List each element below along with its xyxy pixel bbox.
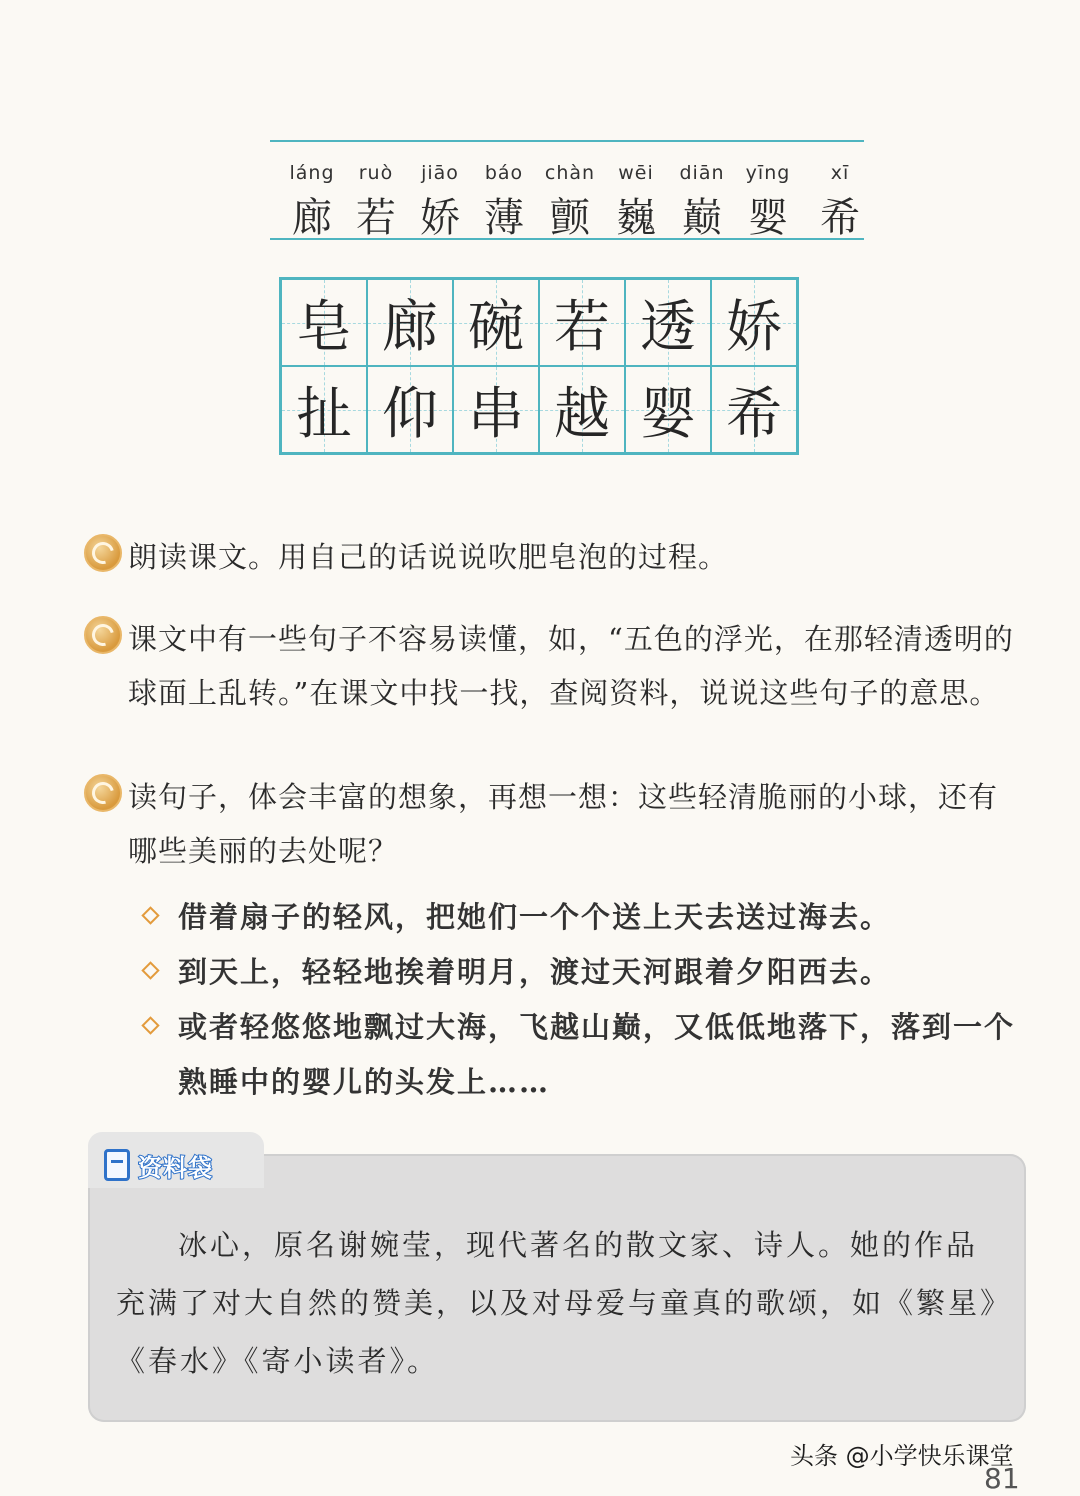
example-text: 或者轻悠悠地飘过大海，飞越山巅，又低低地落下，落到一个熟睡中的婴儿的头发上……: [178, 1010, 1016, 1099]
grid-char: 透: [640, 294, 696, 360]
vocab-item: [472, 142, 536, 243]
grid-char: 皂: [296, 294, 352, 360]
exercise-swirl-icon: [84, 774, 122, 812]
exercise-item: [84, 530, 1014, 584]
pinyin: báo: [484, 162, 524, 184]
exercise-text: 朗读课文。用自己的话说说吹肥皂泡的过程。: [128, 540, 729, 574]
pinyin: chàn: [544, 162, 596, 184]
pinyin: jiāo: [421, 162, 459, 184]
writing-grid: [279, 277, 799, 455]
pinyin: yīng: [745, 162, 791, 184]
info-box-label: [104, 1144, 213, 1186]
grid-char: 扯: [296, 381, 352, 447]
pinyin: xī: [830, 162, 850, 184]
grid-char: 串: [468, 381, 524, 447]
grid-cell: [625, 366, 711, 453]
vocab-item: [538, 142, 602, 243]
hanzi: 廊: [292, 195, 332, 241]
hanzi: 希: [820, 195, 860, 241]
vocab-item: [736, 142, 800, 243]
vocab-item: [670, 142, 734, 243]
grid-char: 娇: [726, 294, 782, 360]
diamond-bullet-icon: [141, 961, 159, 979]
hanzi: 巍: [616, 195, 656, 241]
pinyin: láng: [289, 162, 335, 184]
vocabulary-band: [270, 140, 864, 240]
grid-cell: [453, 366, 539, 453]
vocab-item: [280, 142, 344, 243]
info-box-text: 冰心，原名谢婉莹，现代著名的散文家、诗人。她的作品充满了对大自然的赞美，以及对母爱与童真的歌颂，如《繁星》《春水》《寄小读者》。: [116, 1228, 998, 1378]
example-text: 到天上，轻轻地挨着明月，渡过天河跟着夕阳西去。: [178, 955, 892, 989]
exercise-item: [84, 770, 1014, 878]
hanzi: 薄: [484, 195, 524, 241]
vocab-item: [808, 142, 872, 243]
grid-cell: [281, 366, 367, 453]
page-number: 81: [984, 1462, 1020, 1495]
grid-cell: [625, 279, 711, 366]
grid-cell: [367, 366, 453, 453]
diamond-bullet-icon: [141, 1016, 159, 1034]
example-list: [140, 890, 1030, 1110]
grid-char: 希: [726, 381, 782, 447]
info-box-title: 资料袋: [138, 1153, 213, 1182]
grid-cell: [539, 279, 625, 366]
grid-cell: [453, 279, 539, 366]
grid-cell: [711, 366, 797, 453]
grid-char: 若: [554, 294, 610, 360]
exercise-text: 读句子，体会丰富的想象，再想一想：这些轻清脆丽的小球，还有哪些美丽的去处呢？: [128, 780, 999, 868]
grid-char: 碗: [468, 294, 524, 360]
grid-char: 婴: [640, 381, 696, 447]
vocab-item: [604, 142, 668, 243]
hanzi: 巅: [682, 195, 722, 241]
example-item: [140, 1000, 1030, 1110]
grid-cell: [711, 279, 797, 366]
pinyin: diān: [679, 162, 725, 184]
pinyin: wēi: [618, 162, 654, 184]
grid-cell: [281, 279, 367, 366]
grid-char: 越: [554, 381, 610, 447]
exercise-swirl-icon: [84, 534, 122, 572]
grid-cell: [539, 366, 625, 453]
diamond-bullet-icon: [141, 906, 159, 924]
pinyin: ruò: [358, 162, 394, 184]
vocab-item: [344, 142, 408, 243]
grid-char: 廊: [382, 294, 438, 360]
hanzi: 娇: [420, 195, 460, 241]
grid-char: 仰: [382, 381, 438, 447]
vocab-item: [408, 142, 472, 243]
exercise-swirl-icon: [84, 616, 122, 654]
hanzi: 婴: [748, 195, 788, 241]
example-item: [140, 890, 1030, 945]
watermark: 头条 @小学快乐课堂: [790, 1442, 1014, 1470]
example-item: [140, 945, 1030, 1000]
grid-cell: [367, 279, 453, 366]
hanzi: 若: [356, 195, 396, 241]
exercise-item: [84, 612, 1014, 720]
hanzi: 颤: [550, 195, 590, 241]
document-icon: [104, 1149, 130, 1181]
example-text: 借着扇子的轻风，把她们一个个送上天去送过海去。: [178, 900, 892, 934]
exercise-text: 课文中有一些句子不容易读懂，如，“五色的浮光，在那轻清透明的球面上乱转。”在课文中找一找，查阅资料，说说这些句子的意思。: [128, 622, 1014, 710]
